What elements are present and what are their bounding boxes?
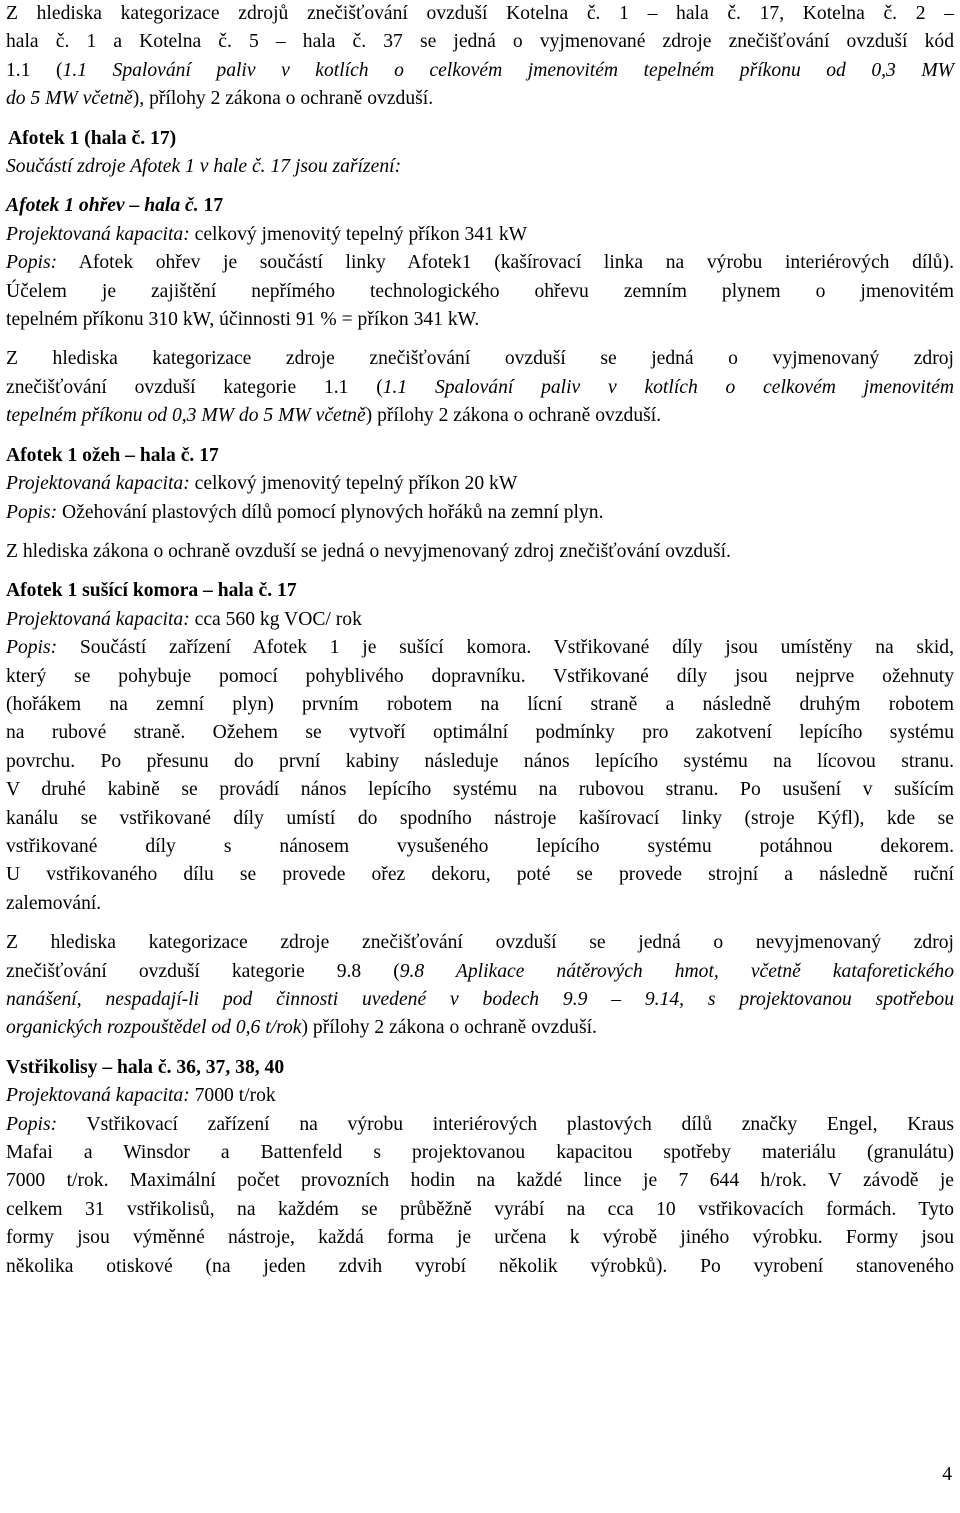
document-page bbox=[6, 0, 954, 1281]
text-line: nanášení, nespadají-li pod činnosti uvedené v bodech 9.9 – 9.14, s projektovanou spotřebou bbox=[6, 989, 954, 1010]
text-line: zalemování. bbox=[6, 892, 102, 914]
text-line: povrchu. Po přesunu do první kabiny následuje nános lepícího systému na lícovou stranu. bbox=[6, 750, 954, 772]
text-line: 7000 t/rok. Maximální počet provozních hodin na každé lince je 7 644 h/rok. V závodě je bbox=[6, 1170, 954, 1192]
heading-afotek-ohrev: Afotek 1 ohřev – hala č. 17 bbox=[6, 195, 224, 217]
description-line: Popis: Vstřikovací zařízení na výrobu interiérových plastových dílů značky Engel, Kraus bbox=[6, 1113, 954, 1135]
text-line: znečišťování ovzduší kategorie 1.1 (1.1 Spalování paliv v kotlích o celkovém jmenovitém bbox=[6, 376, 954, 398]
text-line: hala č. 1 a Kotelna č. 5 – hala č. 37 se jedná o vyjmenované zdroje znečišťování ovzduší kód bbox=[6, 31, 954, 53]
text-line: několika otiskové (na jeden zdvih vyrobí několik výrobků). Po vyrobení stanoveného bbox=[6, 1255, 954, 1277]
heading-afotek-ozeh: Afotek 1 ožeh – hala č. 17 bbox=[6, 444, 219, 466]
text-line: kanálu se vstřikované díly umístí do spodního nástroje kašírovací linky (stroje Kýfl), kde se bbox=[6, 807, 954, 829]
text-line: (hořákem na zemní plyn) prvním robotem na lícní straně a následně druhým robotem bbox=[6, 693, 954, 715]
text-line: V druhé kabině se provádí nános lepícího systému na rubovou stranu. Po usušení v sušícím bbox=[6, 779, 954, 801]
heading-vstrikolisy: Vstřikolisy – hala č. 36, 37, 38, 40 bbox=[6, 1056, 285, 1078]
capacity-line: Projektovaná kapacita: celkový jmenovitý tepelný příkon 341 kW bbox=[6, 223, 528, 245]
text-line: U vstřikovaného dílu se provede ořez dekoru, poté se provede strojní a následně ruční bbox=[6, 864, 954, 886]
text-line: celkem 31 vstřikolisů, na každém se průběžně vyrábí na cca 10 vstřikovacích formách. Tyto bbox=[6, 1198, 954, 1220]
section-subtitle: Součástí zdroje Afotek 1 v hale č. 17 jsou zařízení: bbox=[6, 156, 402, 178]
text-line: tepelném příkonu od 0,3 MW do 5 MW včetně) přílohy 2 zákona o ochraně ovzduší. bbox=[6, 405, 662, 427]
text-line: vstřikované díly s nánosem vysušeného lepícího systému potáhnou dekorem. bbox=[6, 835, 954, 857]
text-line: na rubové straně. Ožehem se vytvoří optimální podmínky pro zakotvení lepícího systému bbox=[6, 722, 954, 744]
capacity-line: Projektovaná kapacita: 7000 t/rok bbox=[6, 1085, 276, 1107]
text-line: Z hlediska zákona o ochraně ovzduší se jedná o nevyjmenovaný zdroj znečišťování ovzduší. bbox=[6, 540, 731, 562]
capacity-line: Projektovaná kapacita: celkový jmenovitý tepelný příkon 20 kW bbox=[6, 473, 518, 495]
description-line: Popis: Afotek ohřev je součástí linky Afotek1 (kašírovací linka na výrobu interiérových dílů). bbox=[6, 252, 954, 274]
text-line: znečišťování ovzduší kategorie 9.8 (9.8 Aplikace nátěrových hmot, včetně kataforetického bbox=[6, 960, 954, 982]
text-line: který se pohybuje pomocí pohyblivého dopravníku. Vstřikované díly jsou nejprve ožehnuty bbox=[6, 665, 954, 687]
description-line: Popis: Součástí zařízení Afotek 1 je sušící komora. Vstřikované díly jsou umístěny na skid, bbox=[6, 637, 954, 659]
section-title: Afotek 1 (hala č. 17) bbox=[8, 127, 177, 149]
heading-afotek-komora: Afotek 1 sušící komora – hala č. 17 bbox=[6, 580, 297, 602]
text-line: Z hlediska kategorizace zdrojů znečišťování ovzduší Kotelna č. 1 – hala č. 17, Kotelna č. 2 – bbox=[6, 3, 954, 24]
text-line: Z hlediska kategorizace zdroje znečišťování ovzduší se jedná o vyjmenovaný zdroj bbox=[6, 348, 954, 370]
intro-paragraph bbox=[6, 0, 954, 114]
capacity-line: Projektovaná kapacita: cca 560 kg VOC/ rok bbox=[6, 608, 362, 630]
text-line: formy jsou výměnné nástroje, každá forma je určena k výrobě jiného výrobku. Formy jsou bbox=[6, 1227, 954, 1249]
text-line: Z hlediska kategorizace zdroje znečišťování ovzduší se jedná o nevyjmenovaný zdroj bbox=[6, 932, 954, 954]
text-line: 1.1 (1.1 Spalování paliv v kotlích o celkovém jmenovitém tepelném příkonu od 0,3 MW bbox=[6, 59, 954, 81]
description-line: Popis: Ožehování plastových dílů pomocí plynových hořáků na zemní plyn. bbox=[6, 501, 604, 523]
text-line: Mafai a Winsdor a Battenfeld s projektovanou kapacitou spotřeby materiálu (granulátu) bbox=[6, 1142, 954, 1164]
text-line: organických rozpouštědel od 0,6 t/rok) přílohy 2 zákona o ochraně ovzduší. bbox=[6, 1017, 597, 1039]
text-line: Účelem je zajištění nepřímého technologického ohřevu zemním plynem o jmenovitém bbox=[6, 280, 954, 302]
text-line: tepelném příkonu 310 kW, účinnosti 91 % = příkon 341 kW. bbox=[6, 309, 480, 331]
page-number: 4 bbox=[942, 1464, 952, 1485]
text-line: do 5 MW včetně), přílohy 2 zákona o ochraně ovzduší. bbox=[6, 88, 434, 110]
